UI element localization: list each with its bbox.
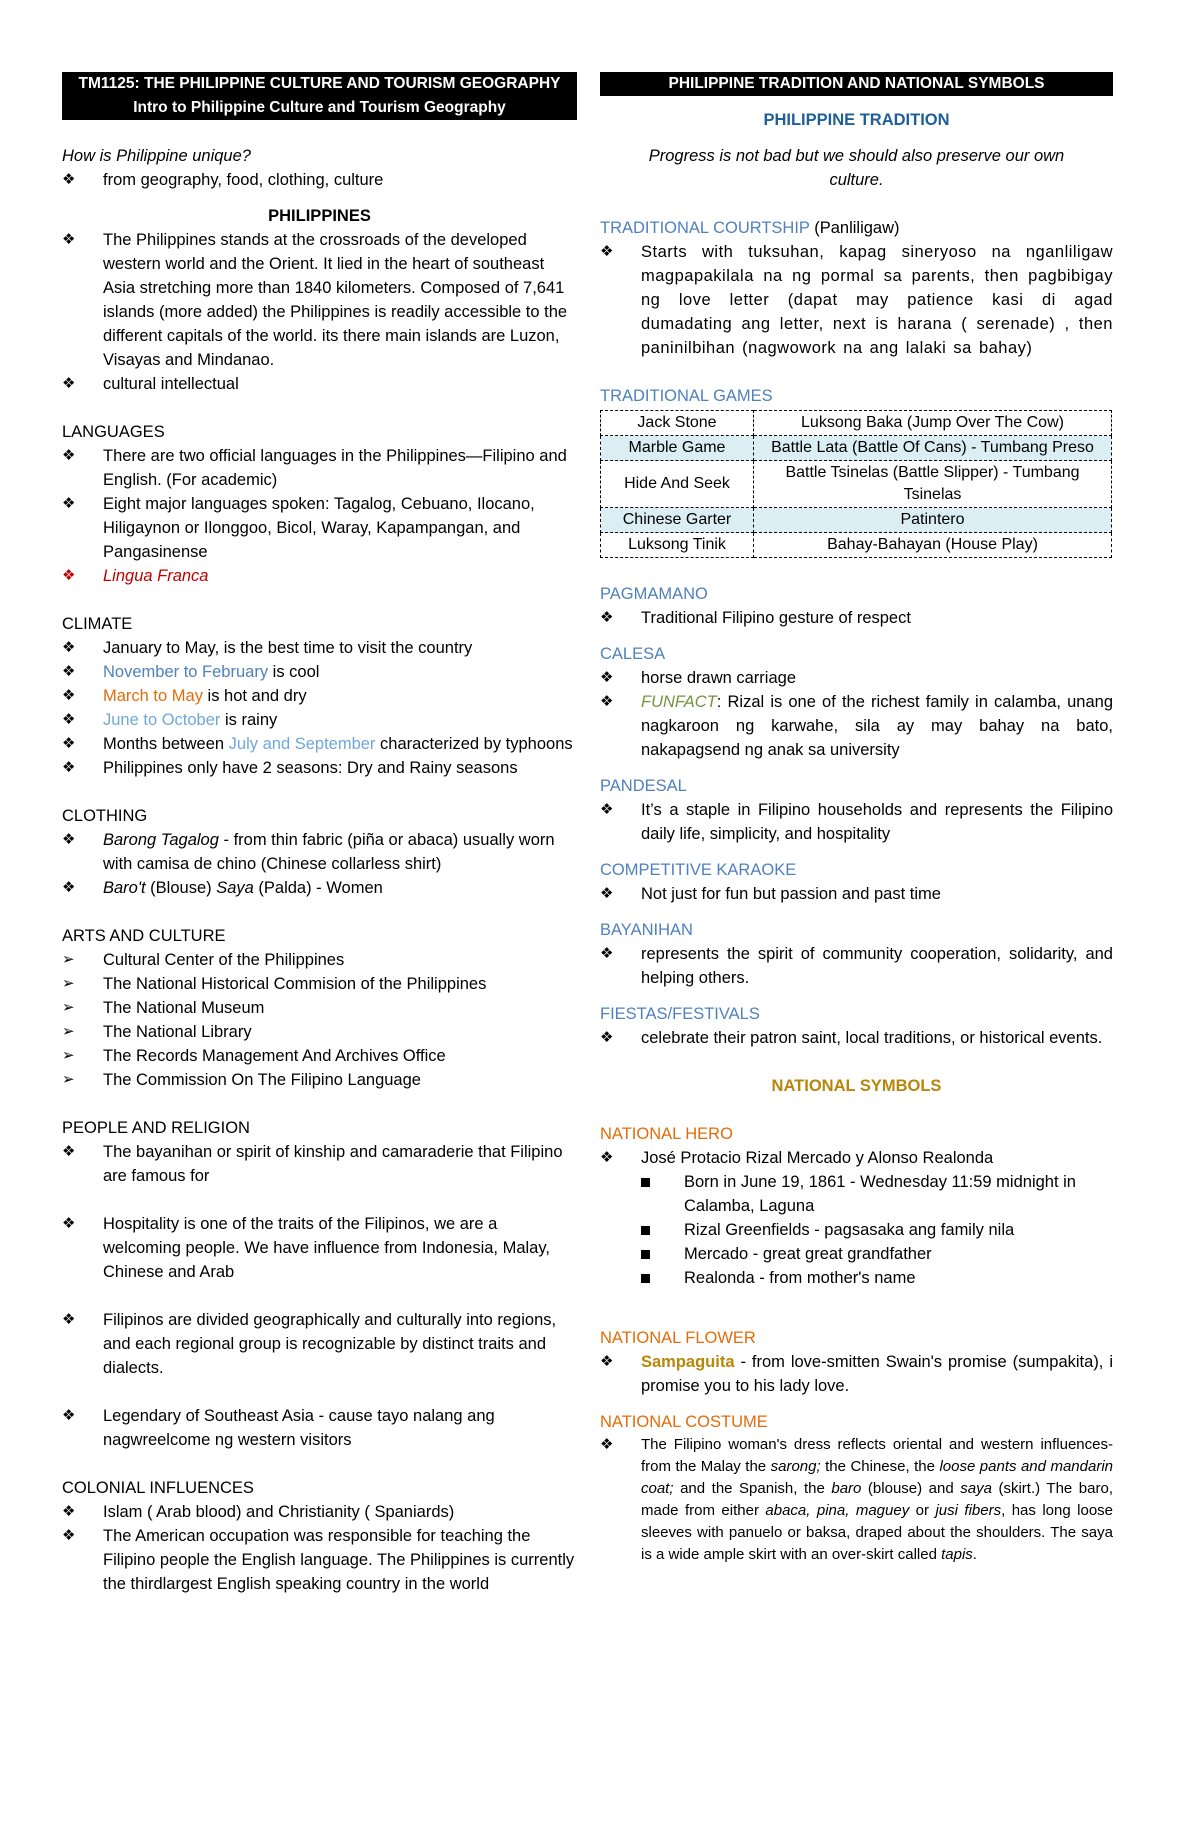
list-item: [600, 1434, 1113, 1566]
games-table: [600, 410, 1112, 558]
table-row: [601, 461, 1112, 508]
list-item: [62, 660, 577, 684]
flower-text: - from love-smitten Swain's promise (sumpakita), i promise you to his lady love.: [641, 1353, 1113, 1395]
garment-name: Saya: [216, 879, 254, 897]
people-list: [62, 1140, 577, 1452]
season-highlight: March to May: [103, 687, 203, 705]
funfact-text: : Rizal is one of the richest family in calamba, unang nagkaroon ng karwahe, sila ay may bahay na bato, nakapagsend ng anak sa university: [641, 693, 1113, 759]
list-item: ❖ Philippines only have 2 seasons: Dry and Rainy seasons: [62, 756, 577, 780]
costume-term: loose pants and mandarin coat;: [641, 1458, 1114, 1497]
right-column: [600, 72, 1113, 1566]
hero-list: [600, 1146, 1113, 1170]
courtship-suffix: (Panliligaw): [809, 219, 900, 237]
table-cell: Patintero: [754, 508, 1112, 533]
games-heading: TRADITIONAL GAMES: [600, 387, 773, 405]
list-item: ❖ January to May, is the best time to visit the country: [62, 636, 577, 660]
table-cell: Marble Game: [601, 436, 754, 461]
table-row: [601, 508, 1112, 533]
list-item: [62, 684, 577, 708]
list-item: ❖ Hospitality is one of the traits of the Filipinos, we are a welcoming people. We have influence from Indonesia, Malay, Chinese and Arab: [62, 1212, 577, 1284]
courtship-list: [600, 240, 1113, 360]
right-header: PHILIPPINE TRADITION AND NATIONAL SYMBOLS: [600, 72, 1113, 96]
clothing-heading: CLOTHING: [62, 807, 148, 825]
tradition-quote: Progress is not bad but we should also preserve our own culture.: [648, 147, 1065, 189]
costume-heading: NATIONAL COSTUME: [600, 1413, 768, 1431]
season-highlight: June to October: [103, 711, 221, 729]
garment-text: (Palda) - Women: [253, 879, 383, 897]
list-item: ❖ The Philippines stands at the crossroads of the developed western world and the Orient. It lied in the heart of southeast Asia stretching more than 1840 kilometers. Composed of 7,641 islands (more added) the Philippines is readily accessible to the different capitals of the world. its there main islands are Luzon, Visayas and Mindanao.: [62, 228, 577, 372]
list-item: ❖ cultural intellectual: [62, 372, 577, 396]
table-row: [601, 533, 1112, 558]
bayanihan-heading: BAYANIHAN: [600, 921, 693, 939]
courtship-heading: [600, 216, 1113, 240]
hero-heading: NATIONAL HERO: [600, 1125, 733, 1143]
season-text: is cool: [268, 663, 320, 681]
funfact-label: FUNFACT: [641, 693, 717, 711]
list-item: Realonda - from mother's name: [641, 1266, 1113, 1290]
languages-heading: LANGUAGES: [62, 423, 165, 441]
costume-text: The Filipino woman's dress reflects oriental and western influences- from the Malay the: [641, 1436, 1113, 1475]
unique-question: How is Philippine unique?: [62, 147, 251, 165]
list-item: ❖ Not just for fun but passion and past time: [600, 882, 1113, 906]
list-item: ❖ The American occupation was responsible for teaching the Filipino people the English language. The Philippines is currently the thirdlargest English speaking country in the world: [62, 1524, 577, 1596]
list-item: ❖ Starts with tuksuhan, kapag sineryoso na nganliligaw magpapakilala na ng pormal sa parents, then pagbibigay ng love letter (dapat may patience kasi di agad dumadating ang letter, next is harana ( serenade) , then paninilbihan (nagwowork na ang lalaki sa bahay): [600, 240, 1113, 360]
table-cell: Battle Tsinelas (Battle Slipper) - Tumbang Tsinelas: [754, 461, 1112, 508]
list-item: Mercado - great great grandfather: [641, 1242, 1113, 1266]
list-item: ➢ The Commission On The Filipino Language: [62, 1068, 577, 1092]
list-item: [62, 732, 577, 756]
table-cell: Chinese Garter: [601, 508, 754, 533]
costume-text: and the Spanish, the: [673, 1480, 832, 1497]
list-item: ➢ Cultural Center of the Philippines: [62, 948, 577, 972]
calesa-list: [600, 666, 1113, 762]
fiestas-list: [600, 1026, 1113, 1050]
costume-text: (blouse) and: [861, 1480, 961, 1497]
table-cell: Luksong Tinik: [601, 533, 754, 558]
costume-text: or: [909, 1502, 936, 1519]
table-cell: Battle Lata (Battle Of Cans) - Tumbang Preso: [754, 436, 1112, 461]
costume-term: tapis: [941, 1546, 973, 1563]
list-item: ❖ Legendary of Southeast Asia - cause tayo nalang ang nagwreelcome ng western visitors: [62, 1404, 577, 1452]
flower-heading: NATIONAL FLOWER: [600, 1329, 756, 1347]
costume-text: the Chinese, the: [820, 1458, 940, 1475]
flower-name: Sampaguita: [641, 1353, 735, 1371]
list-item: ➢ The National Museum: [62, 996, 577, 1020]
course-title: TM1125: THE PHILIPPINE CULTURE AND TOURISM GEOGRAPHY: [78, 75, 561, 92]
bayanihan-list: [600, 942, 1113, 990]
costume-term: jusi fibers: [935, 1502, 1002, 1519]
list-item: ❖ celebrate their patron saint, local traditions, or historical events.: [600, 1026, 1113, 1050]
pagmamano-heading: PAGMAMANO: [600, 585, 708, 603]
list-item: ❖ from geography, food, clothing, culture: [62, 168, 577, 192]
costume-list: [600, 1434, 1113, 1566]
garment-name: Barong Tagalog: [103, 831, 219, 849]
karaoke-list: [600, 882, 1113, 906]
karaoke-heading: COMPETITIVE KARAOKE: [600, 861, 797, 879]
season-highlight: November to February: [103, 663, 269, 681]
unique-list: [62, 168, 577, 192]
list-item: ❖ horse drawn carriage: [600, 666, 1113, 690]
symbols-heading: NATIONAL SYMBOLS: [771, 1077, 942, 1095]
pandesal-list: [600, 798, 1113, 846]
colonial-list: [62, 1500, 577, 1596]
list-item: ➢ The National Historical Commision of the Philippines: [62, 972, 577, 996]
costume-term: baro: [831, 1480, 862, 1497]
costume-text: (skirt.) The baro, made from either: [641, 1480, 1113, 1519]
costume-term: saya: [960, 1480, 992, 1497]
season-text: is hot and dry: [202, 687, 307, 705]
course-subtitle: Intro to Philippine Culture and Tourism Geography: [133, 99, 506, 116]
arts-heading: ARTS AND CULTURE: [62, 927, 226, 945]
list-item: [600, 690, 1113, 762]
table-cell: Bahay-Bahayan (House Play): [754, 533, 1112, 558]
fiestas-heading: FIESTAS/FESTIVALS: [600, 1005, 760, 1023]
garment-text: (Blouse): [145, 879, 217, 897]
clothing-list: [62, 828, 577, 900]
list-item: ❖ Eight major languages spoken: Tagalog, Cebuano, Ilocano, Hiligaynon or Ilonggoo, Bicol, Waray, Kapampangan, and Pangasinense: [62, 492, 577, 564]
list-item: ❖ José Protacio Rizal Mercado y Alonso Realonda: [600, 1146, 1113, 1170]
list-item: ❖ The bayanihan or spirit of kinship and camaraderie that Filipino are famous for: [62, 1140, 577, 1188]
list-item: [62, 708, 577, 732]
costume-term: abaca, pina, maguey: [765, 1502, 910, 1519]
table-cell: Hide And Seek: [601, 461, 754, 508]
list-item: ❖ represents the spirit of community cooperation, solidarity, and helping others.: [600, 942, 1113, 990]
season-text: characterized by typhoons: [375, 735, 573, 753]
courtship-title: TRADITIONAL COURTSHIP: [600, 219, 810, 237]
list-item: ➢ The National Library: [62, 1020, 577, 1044]
table-row: [601, 411, 1112, 436]
list-item: ❖ Filipinos are divided geographically and culturally into regions, and each regional group is recognizable by distinct traits and dialects.: [62, 1308, 577, 1380]
list-item: [62, 828, 577, 876]
costume-text: , has long loose sleeves with panuelo or baksa, draped about the shoulders. The saya is a wide ample skirt with an over-skirt called: [641, 1502, 1114, 1563]
list-item: ❖ Traditional Filipino gesture of respect: [600, 606, 1113, 630]
table-cell: Jack Stone: [601, 411, 754, 436]
tradition-heading: PHILIPPINE TRADITION: [763, 111, 950, 129]
left-column: [62, 72, 577, 1596]
list-item: [62, 876, 577, 900]
list-item: [62, 564, 577, 588]
hero-sublist: [600, 1170, 1113, 1290]
table-row: [601, 436, 1112, 461]
list-item: [600, 1350, 1113, 1398]
costume-text: .: [972, 1546, 977, 1563]
lingua-franca: Lingua Franca: [103, 567, 209, 585]
table-cell: Luksong Baka (Jump Over The Cow): [754, 411, 1112, 436]
garment-name: Baro't: [103, 879, 146, 897]
arts-list: [62, 948, 577, 1092]
philippines-heading: PHILIPPINES: [268, 207, 371, 225]
philippines-list: [62, 228, 577, 396]
languages-list: [62, 444, 577, 588]
people-heading: PEOPLE AND RELIGION: [62, 1119, 250, 1137]
list-item: ❖ Islam ( Arab blood) and Christianity ( Spaniards): [62, 1500, 577, 1524]
calesa-heading: CALESA: [600, 645, 666, 663]
list-item: ❖ It’s a staple in Filipino households and represents the Filipino daily life, simplicity, and hospitality: [600, 798, 1113, 846]
list-item: ➢ The Records Management And Archives Office: [62, 1044, 577, 1068]
season-highlight: July and September: [228, 735, 376, 753]
flower-list: [600, 1350, 1113, 1398]
left-header: [62, 72, 577, 120]
climate-list: [62, 636, 577, 780]
season-text: is rainy: [220, 711, 278, 729]
list-item: Rizal Greenfields - pagsasaka ang family nila: [641, 1218, 1113, 1242]
pagmamano-list: [600, 606, 1113, 630]
list-item: ❖ There are two official languages in the Philippines—Filipino and English. (For academic): [62, 444, 577, 492]
season-text: Months between: [103, 735, 229, 753]
garment-text: - from thin fabric (piña or abaca) usually worn with camisa de chino (Chinese collarless shirt): [103, 831, 555, 873]
pandesal-heading: PANDESAL: [600, 777, 687, 795]
climate-heading: CLIMATE: [62, 615, 133, 633]
list-item: Born in June 19, 1861 - Wednesday 11:59 midnight in Calamba, Laguna: [641, 1170, 1113, 1218]
colonial-heading: COLONIAL INFLUENCES: [62, 1479, 254, 1497]
costume-term: sarong;: [770, 1458, 821, 1475]
